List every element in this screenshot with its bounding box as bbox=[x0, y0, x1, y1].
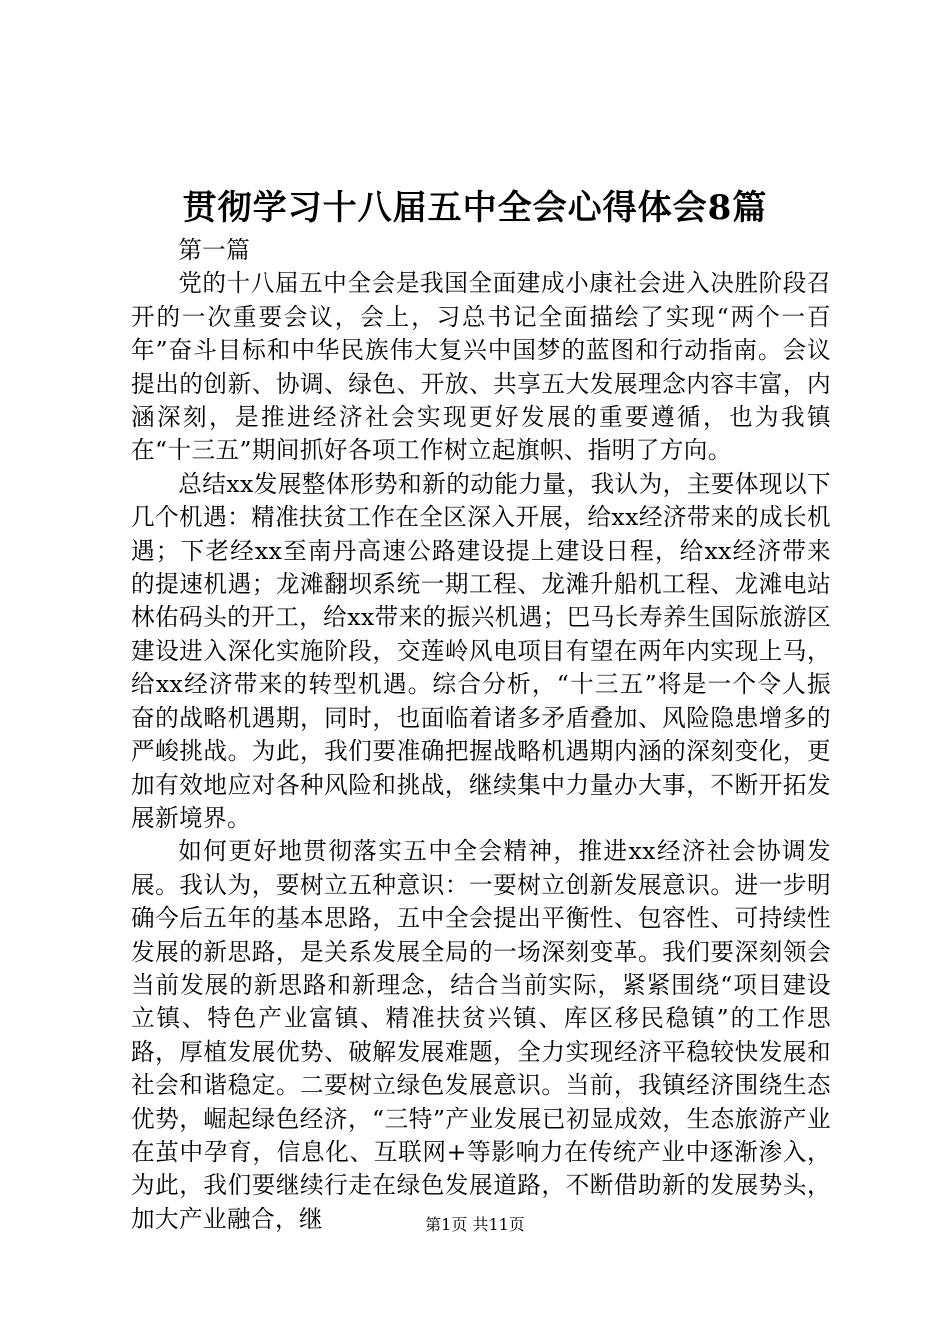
paragraph: 党的十八届五中全会是我国全面建成小康社会进入决胜阶段召开的一次重要会议，会上，习总书记全面描绘了实现“两个一百年”奋斗目标和中华民族伟大复兴中国梦的蓝图和行动指南。会议提出的创新、协调、绿色、开放、共享五大发展理念内容丰富，内涵深刻，是推进经济社会实现更好发展的重要遵循，也为我镇在“十三五”期间抓好各项工作树立起旗帜、指明了方向。 bbox=[131, 269, 831, 465]
paragraph: 如何更好地贯彻落实五中全会精神，推进xx经济社会协调发展。我认为，要树立五种意识：一要树立创新发展意识。进一步明确今后五年的基本思路，五中全会提出平衡性、包容性、可持续性发展的新思路，是关系发展全局的一场深刻变革。我们要深刻领会当前发展的新思路和新理念，结合当前实际，紧紧围绕“项目建设立镇、特色产业富镇、精准扶贫兴镇、库区移民稳镇”的工作思路，厚植发展优势、破解发展难题，全力实现经济平稳较快发展和社会和谐稳定。二要树立绿色发展意识。当前，我镇经济围绕生态优势，崛起绿色经济，“三特”产业发展已初显成效，生态旅游产业在茧中孕育，信息化、互联网+等影响力在传统产业中逐渐渗入，为此，我们要继续行走在绿色发展道路，不断借助新的发展势头，加大产业融合，继 bbox=[131, 837, 831, 1233]
document-title: 贯彻学习十八届五中全会心得体会8篇 bbox=[182, 188, 768, 228]
page-footer: 第1页 共11页 bbox=[425, 1215, 525, 1234]
section-label: 第一篇 bbox=[178, 236, 251, 264]
document-body bbox=[131, 234, 831, 1236]
paragraph: 总结xx发展整体形势和新的动能力量，我认为，主要体现以下几个机遇：精准扶贫工作在全区深入开展，给xx经济带来的成长机遇；下老经xx至南丹高速公路建设提上建设日程，给xx经济带来的提速机遇；龙滩翻坝系统一期工程、龙滩升船机工程、龙滩电站林佑码头的开工，给xx带来的振兴机遇；巴马长寿养生国际旅游区建设进入深化实施阶段，交莲岭风电项目有望在两年内实现上马，给xx经济带来的转型机遇。综合分析，“十三五”将是一个令人振奋的战略机遇期，同时，也面临着诸多矛盾叠加、风险隐患增多的严峻挑战。为此，我们要准确把握战略机遇期内涵的深刻变化，更加有效地应对各种风险和挑战，继续集中力量办大事，不断开拓发展新境界。 bbox=[131, 469, 831, 832]
